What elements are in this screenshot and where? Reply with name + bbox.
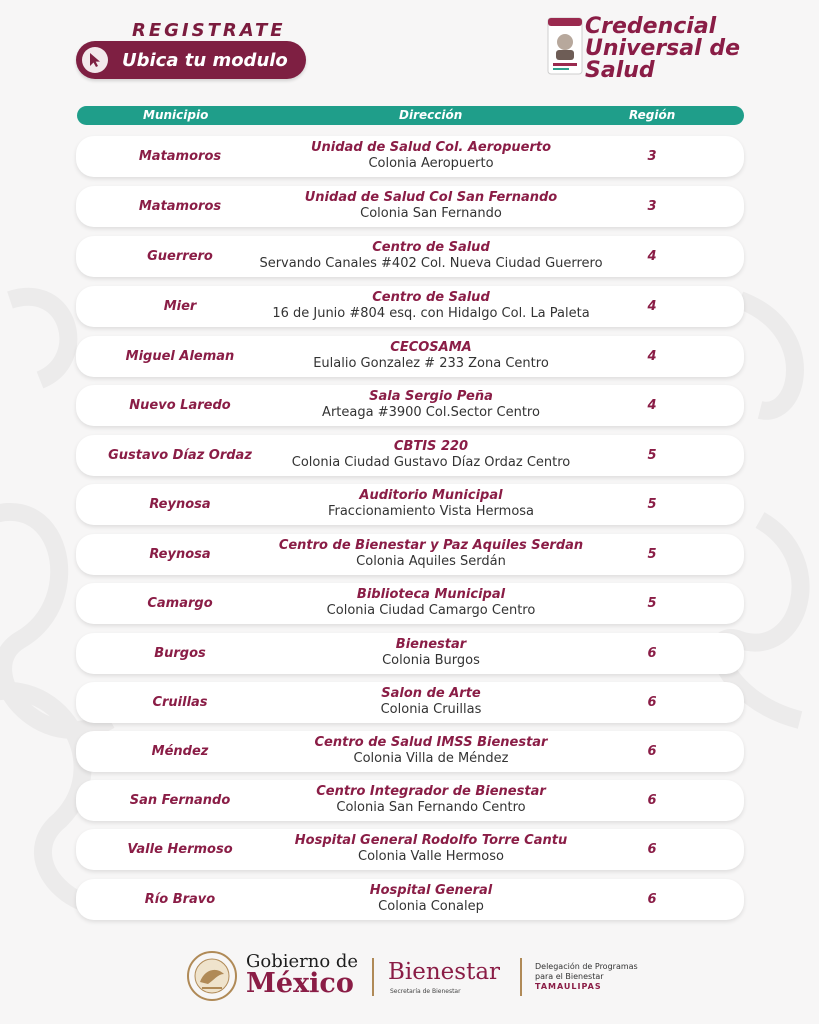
region-cell: 6 [647, 744, 657, 759]
table-row [76, 286, 744, 327]
municipio-cell: Matamoros [138, 149, 222, 164]
location-name: Centro de Bienestar y Paz Aquiles Serdan [278, 538, 584, 553]
footer-divider [372, 958, 374, 996]
footer-logos [180, 948, 650, 1008]
location-address: Arteaga #3900 Col.Sector Centro [322, 405, 540, 420]
location-address: 16 de Junio #804 esq. con Hidalgo Col. La Paleta [272, 306, 590, 321]
direccion-cell [236, 488, 626, 520]
brand-title-line: Universal de [585, 36, 740, 61]
region-cell: 5 [647, 547, 657, 562]
region-cell: 5 [647, 497, 657, 512]
location-name: Centro de Salud IMSS Bienestar [314, 735, 548, 750]
table-row [76, 780, 744, 821]
table-row [76, 682, 744, 723]
column-header-municipio: Municipio [143, 108, 209, 122]
municipio-cell: Reynosa [149, 547, 211, 562]
direccion-cell [236, 140, 626, 172]
municipio-cell: Mier [163, 299, 197, 314]
region-cell: 6 [647, 842, 657, 857]
location-name: Hospital General [369, 883, 493, 898]
location-address: Colonia Cruillas [380, 702, 482, 717]
gobierno-line2: México [246, 968, 354, 999]
location-address: Colonia San Fernando [360, 206, 502, 221]
location-name: CBTIS 220 [393, 439, 469, 454]
location-address: Colonia Ciudad Camargo Centro [326, 603, 536, 618]
municipio-cell: Camargo [147, 596, 213, 611]
location-address: Colonia Aeropuerto [368, 156, 494, 171]
table-row [76, 583, 744, 624]
direccion-cell [236, 833, 626, 865]
brand-title [585, 16, 785, 82]
municipio-cell: Río Bravo [144, 892, 216, 907]
table-row [76, 136, 744, 177]
table-header [77, 106, 744, 125]
location-name: Salon de Arte [381, 686, 481, 701]
table-row [76, 829, 744, 870]
direccion-cell [236, 389, 626, 421]
direccion-cell [236, 637, 626, 669]
location-name: Auditorio Municipal [359, 488, 503, 503]
locate-module-label: Ubica tu modulo [122, 49, 288, 71]
delegacion-line: Delegación de Programas [535, 962, 638, 971]
table-row [76, 879, 744, 920]
table-row [76, 534, 744, 575]
table-row [76, 186, 744, 227]
location-address: Fraccionamiento Vista Hermosa [327, 504, 535, 519]
column-header-direccion: Dirección [399, 108, 463, 122]
location-address: Colonia Villa de Méndez [353, 751, 509, 766]
municipio-cell: Miguel Aleman [125, 349, 235, 364]
table-row [76, 385, 744, 426]
region-cell: 4 [647, 249, 657, 264]
location-name: Centro de Salud [372, 240, 490, 255]
direccion-cell [236, 784, 626, 816]
region-cell: 6 [647, 793, 657, 808]
table-row [76, 336, 744, 377]
direccion-cell [236, 290, 626, 322]
location-name: Hospital General Rodolfo Torre Cantu [294, 833, 568, 848]
location-address: Servando Canales #402 Col. Nueva Ciudad Guerrero [259, 256, 603, 271]
footer-divider [520, 958, 522, 996]
direccion-cell [236, 439, 626, 471]
brand-title-line: Salud [585, 58, 655, 83]
direccion-cell [236, 240, 626, 272]
credential-card-icon [546, 16, 584, 76]
bienestar-subtitle: Secretaría de Bienestar [390, 988, 461, 995]
table-row [76, 435, 744, 476]
region-cell: 3 [647, 199, 657, 214]
delegacion-state: TAMAULIPAS [535, 982, 602, 991]
column-header-region: Región [629, 108, 676, 122]
national-seal-icon [186, 950, 238, 1002]
delegacion-text [535, 962, 638, 992]
municipio-cell: Matamoros [138, 199, 222, 214]
direccion-cell [236, 735, 626, 767]
location-name: Sala Sergio Peña [369, 389, 493, 404]
location-address: Colonia Valle Hermoso [358, 849, 504, 864]
region-cell: 6 [647, 695, 657, 710]
location-name: Bienestar [395, 637, 467, 652]
region-cell: 5 [647, 448, 657, 463]
region-cell: 3 [647, 149, 657, 164]
region-cell: 4 [647, 349, 657, 364]
direccion-cell [236, 538, 626, 570]
bienestar-logo-text: Bienestar [388, 959, 501, 985]
cursor-icon [82, 47, 108, 73]
location-address: Colonia Aquiles Serdán [356, 554, 506, 569]
region-cell: 6 [647, 892, 657, 907]
location-address: Colonia Burgos [382, 653, 480, 668]
municipio-cell: Gustavo Díaz Ordaz [108, 448, 252, 463]
location-name: Unidad de Salud Col San Fernando [304, 190, 558, 205]
location-address: Colonia San Fernando Centro [336, 800, 526, 815]
location-name: Centro Integrador de Bienestar [316, 784, 546, 799]
location-name: Biblioteca Municipal [356, 587, 506, 602]
municipio-cell: Nuevo Laredo [129, 398, 231, 413]
location-name: CECOSAMA [390, 340, 472, 355]
table-row [76, 484, 744, 525]
location-address: Colonia Ciudad Gustavo Díaz Ordaz Centro [291, 455, 571, 470]
brand-title-line: Credencial [585, 14, 717, 39]
table-row [76, 236, 744, 277]
municipio-cell: Cruillas [152, 695, 208, 710]
table-row [76, 633, 744, 674]
location-address: Eulalio Gonzalez # 233 Zona Centro [313, 356, 549, 371]
delegacion-line: para el Bienestar [535, 972, 604, 981]
direccion-cell [236, 587, 626, 619]
location-name: Unidad de Salud Col. Aeropuerto [310, 140, 552, 155]
region-cell: 4 [647, 299, 657, 314]
direccion-cell [236, 190, 626, 222]
table-row [76, 731, 744, 772]
municipio-cell: Méndez [151, 744, 209, 759]
locate-module-button[interactable] [76, 41, 306, 79]
municipio-cell: Reynosa [149, 497, 211, 512]
region-cell: 6 [647, 646, 657, 661]
location-address: Colonia Conalep [378, 899, 484, 914]
region-cell: 4 [647, 398, 657, 413]
direccion-cell [236, 883, 626, 915]
region-cell: 5 [647, 596, 657, 611]
gobierno-line1: Gobierno de [246, 951, 359, 972]
direccion-cell [236, 686, 626, 718]
direccion-cell [236, 340, 626, 372]
municipio-cell: Burgos [154, 646, 206, 661]
municipio-cell: Guerrero [147, 249, 213, 264]
municipio-cell: San Fernando [129, 793, 231, 808]
register-heading: REGISTRATE [132, 20, 286, 41]
location-name: Centro de Salud [372, 290, 490, 305]
municipio-cell: Valle Hermoso [127, 842, 233, 857]
